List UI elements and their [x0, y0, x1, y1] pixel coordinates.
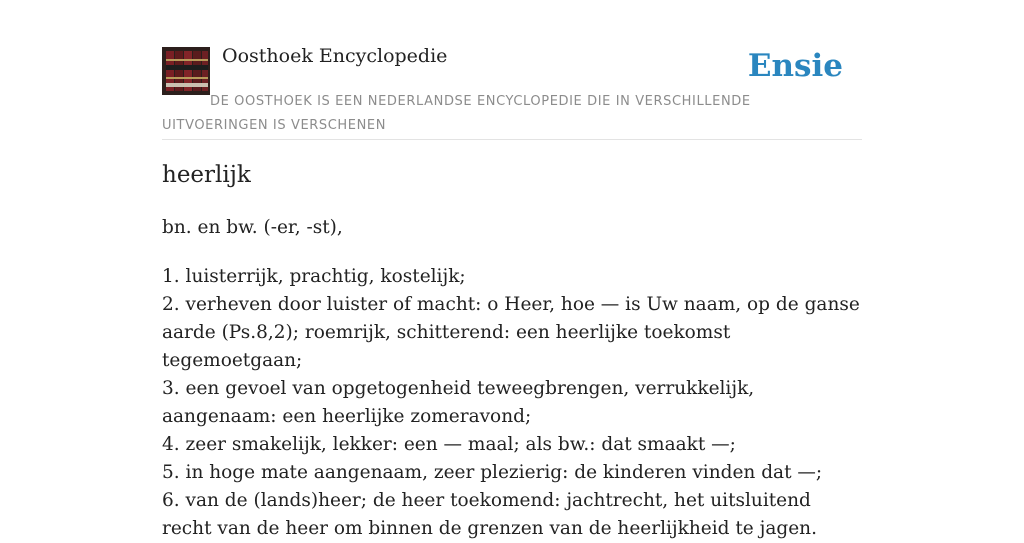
header-divider — [162, 139, 862, 140]
site-tagline: DE OOSTHOEK IS EEN NEDERLANDSE ENCYCLOPEDIE DIE IN VERSCHILLENDE UITVOERINGEN IS VERSCHENEN — [162, 94, 751, 133]
entry-senses — [162, 263, 862, 543]
book-spines-icon — [162, 47, 210, 95]
sense-item: 6. van de (lands)heer; de heer toekomend: jachtrecht, het uitsluitend recht van de heer om binnen de grenzen van de heerlijkheid te jagen. — [162, 490, 817, 539]
sense-item: 2. verheven door luister of macht: o Heer, hoe — is Uw naam, op de ganse aarde (Ps.8,2); roemrijk, schitterend: een heerlijke toekomst tegemoetgaan; — [162, 294, 860, 371]
sense-item: 5. in hoge mate aangenaam, zeer plezierig: de kinderen vinden dat —; — [162, 462, 823, 483]
page — [162, 0, 862, 539]
sense-item: 4. zeer smakelijk, lekker: een — maal; als bw.: dat smaakt —; — [162, 434, 736, 455]
entry-grammar: bn. en bw. (-er, -st), — [162, 217, 343, 238]
sense-item: 1. luisterrijk, prachtig, kostelijk; — [162, 266, 466, 287]
brand-logo[interactable]: Ensie — [747, 48, 843, 84]
site-title[interactable]: Oosthoek Encyclopedie — [222, 45, 448, 67]
avatar[interactable] — [162, 47, 210, 95]
sense-item: 3. een gevoel van opgetogenheid teweegbrengen, verrukkelijk, aangenaam: een heerlijke zomeravond; — [162, 378, 755, 427]
entry-headword: heerlijk — [162, 162, 251, 188]
